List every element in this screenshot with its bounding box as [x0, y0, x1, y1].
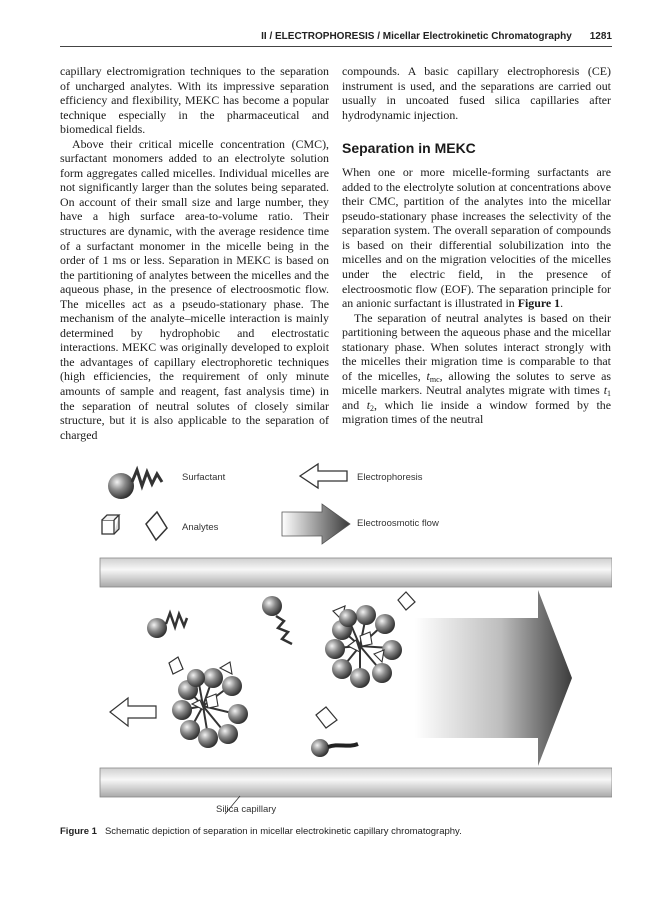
running-head — [60, 31, 612, 47]
micelle-left-arrow — [110, 698, 156, 726]
left-paragraph-2: Above their critical micelle concentration (CMC), surfactant monomers added to an electrolyte solution form aggregates called micelles. Individual micelles are not significantly larger than the solutes being separated. On account of their small size and large number, they have a high surface area-to-volume ratio. Their structures are dynamic, with the average residence time of a surfactant monomer in the micelle being in the order of 1 ms or less. Separation in MEKC is based on the partitioning of analytes between the micelles and the aqueous phase, in the presence of electroosmotic flow. The micelles act as a pseudo-stationary phase. The mechanism of the analyte–micelle interaction is mainly determined by hydrophobic and electrostatic interactions. MEKC was originally developed to exploit the advantages of capillary electrophoretic techniques (high efficiencies, the requirement of only minute amounts of sample and reagent, fast analysis time) in the separation of neutral solutes of closely similar structure, but it is also applicable to the separation of charged — [60, 136, 329, 442]
legend-surfactant-label: Surfactant — [182, 472, 226, 483]
t2-subscript: 2 — [370, 403, 375, 413]
legend-analytes-label: Analytes — [182, 522, 219, 533]
t1-symbol: t — [603, 383, 607, 398]
free-surfactant-3 — [311, 739, 358, 757]
free-analyte-4 — [316, 707, 337, 728]
free-surfactant-2 — [262, 596, 292, 644]
free-analyte-3 — [398, 592, 415, 610]
figure-caption — [60, 826, 612, 837]
electrophoresis-arrow — [300, 464, 347, 488]
p2-end: . — [560, 296, 564, 311]
tmc-symbol: t — [426, 368, 430, 383]
caption-label: Figure 1 — [60, 826, 97, 837]
micelle-left — [172, 662, 248, 748]
eof-label: Electroosmotic flow — [357, 518, 439, 529]
p3-text-a: The separation of neutral analytes is based on their partitioning between the aqueous phase and the micellar stationary phase. When solutes interact strongly with the micelles their migration time is comparable to that of the micelles, — [342, 310, 611, 383]
eof-arrow — [282, 504, 350, 544]
flow-arrow — [415, 590, 572, 766]
legend-surfactant-icon — [108, 470, 162, 499]
micelle-right — [325, 605, 402, 688]
left-column — [60, 64, 329, 442]
capillary-label: Silica capillary — [216, 804, 277, 815]
tmc-subscript: mc — [429, 374, 440, 384]
free-analyte-1 — [169, 657, 183, 674]
t2-symbol: t — [366, 397, 371, 412]
and-word: and — [342, 397, 360, 412]
caption-text: Schematic depiction of separation in micellar electrokinetic capillary chromatography. — [104, 826, 462, 837]
t1-subscript: 1 — [607, 389, 611, 399]
section-heading: Separation in MEKC — [342, 140, 476, 157]
mekc-schematic — [60, 448, 612, 818]
p2-text: When one or more micelle-forming surfactants are added to the electrolyte solution at concentrations above their CMC, partition of the analytes into the micellar pseudo-stationary phase increases the selectivity of the separation system. The overall separation of compounds is based on their differential solubilization into the micelles and on the migration velocities of the micelles under the electric field, in the presence of electroosmotic flow (EOF). The separation principle for an anionic surfactant is illustrated in — [342, 165, 611, 311]
right-paragraph-2 — [342, 165, 611, 310]
electrophoresis-label: Electrophoresis — [357, 472, 423, 483]
right-paragraph-3 — [342, 311, 611, 427]
p3-text-c: , which lie inside a window formed by the migration times of the neutral — [342, 397, 611, 427]
free-surfactant-1 — [147, 613, 187, 638]
figure-reference[interactable]: Figure 1 — [517, 296, 561, 311]
left-paragraph-1: capillary electromigration techniques to the separation of uncharged analytes. With its impressive separation efficiency and flexibility, MEKC has become a popular technique especially in the pharmaceutical and biomedical fields. — [60, 64, 329, 137]
right-paragraph-1: compounds. A basic capillary electrophoresis (CE) instrument is used, and the separations are carried out usually in uncoated fused silica capillaries after hydrodynamic injection. — [342, 64, 611, 122]
page-number: 1281 — [589, 31, 612, 42]
figure-1 — [60, 448, 612, 818]
running-title: II / ELECTROPHORESIS / Micellar Electrokinetic Chromatography — [261, 31, 572, 42]
p3-text-b: , allowing the solutes to serve as micelle markers. Neutral analytes migrate with times — [342, 368, 611, 398]
right-column — [342, 64, 611, 427]
legend-analytes-icon — [102, 512, 167, 540]
